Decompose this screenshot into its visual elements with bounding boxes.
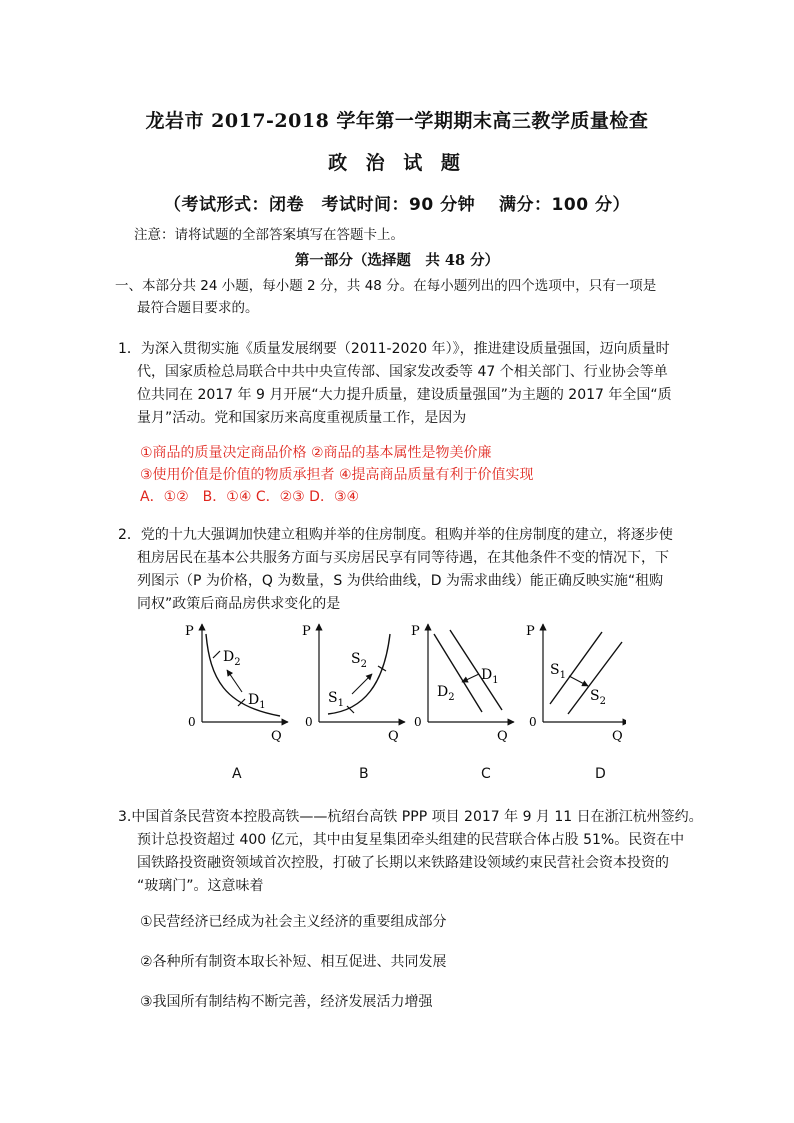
shift-arrow: [569, 676, 588, 686]
origin-label: 0: [529, 715, 537, 729]
exam-notice: 注意：请将试题的全部答案填写在答题卡上。: [134, 227, 404, 243]
q-axis-label: Q: [612, 729, 623, 744]
question-stem-line: 租房居民在基本公共服务方面与买房居民享有同等待遇，在其他条件不变的情况下，下: [137, 550, 669, 566]
curve-label-to: $S_2$: [351, 651, 367, 670]
demand-line-inner: [434, 634, 482, 712]
question-option-line: ③使用价值是价值的物质承担者 ④提高商品质量有利于价值实现: [140, 467, 534, 483]
graph-label-d: D: [595, 766, 606, 782]
graph-b: [302, 624, 405, 744]
question-option: ②各种所有制资本取长补短、相互促进、共同发展: [140, 954, 447, 970]
graph-label-a: A: [232, 766, 242, 782]
graph-c: [411, 624, 514, 744]
origin-label: 0: [188, 715, 196, 729]
curve-label-from: $S_1$: [328, 690, 344, 709]
curve-label-to: $D_2$: [223, 649, 241, 668]
exam-title: 龙岩市 2017-2018 学年第一学期期末高三教学质量检查: [145, 110, 649, 132]
question-stem-line: 同权”政策后商品房供求变化的是: [137, 596, 341, 612]
question-stem-line: 列图示（P 为价格，Q 为数量，S 为供给曲线，D 为需求曲线）能正确反映实施“租购: [137, 573, 664, 589]
p-axis-label: P: [411, 624, 420, 639]
graph-label-b: B: [359, 766, 369, 782]
shift-arrow: [227, 670, 242, 692]
graph-d: [526, 624, 626, 744]
origin-label: 0: [305, 715, 313, 729]
supply-demand-graphs: [176, 618, 626, 748]
exam-info: （考试形式：闭卷 考试时间：90 分钟 满分：100 分）: [164, 195, 630, 215]
curve-label-from: $D_1$: [248, 692, 266, 711]
graph-label-c: C: [481, 766, 491, 782]
curve-label-to: $S_2$: [590, 688, 606, 707]
curve-label-from: $D_1$: [481, 667, 499, 686]
question-stem-line: 3.中国首条民营资本控股高铁——杭绍台高铁 PPP 项目 2017 年 9 月 11 日在浙江杭州签约。: [118, 809, 703, 825]
answer-choices: A．①② B．①④ C．②③ D．③④: [140, 489, 360, 505]
question-stem-line: 2．党的十九大强调加快建立租购并举的住房制度。租购并举的住房制度的建立，将逐步使: [118, 527, 673, 543]
q-axis-label: Q: [497, 729, 508, 744]
shift-arrow: [462, 674, 479, 682]
demand-line-outer: [450, 630, 502, 710]
question-stem-line: “玻璃门”。这意味着: [137, 878, 264, 894]
instruction-line: 一、本部分共 24 小题，每小题 2 分，共 48 分。在每小题列出的四个选项中，只有一项是: [115, 278, 657, 294]
p-axis-label: P: [302, 624, 311, 639]
q-axis-label: Q: [388, 729, 399, 744]
shift-arrow: [352, 674, 372, 694]
q-axis-label: Q: [271, 729, 282, 744]
p-axis-label: P: [185, 624, 194, 639]
curve-label-from: $S_1$: [550, 662, 566, 681]
question-stem-line: 代，国家质检总局联合中共中央宣传部、国家发改委等 47 个相关部门、行业协会等单: [137, 364, 668, 380]
question-option-line: ①商品的质量决定商品价格 ②商品的基本属性是物美价廉: [140, 445, 492, 461]
curve-label-to: $D_2$: [437, 684, 455, 703]
question-stem-line: 国铁路投资融资领域首次控股，打破了长期以来铁路建设领域约束民营社会资本投资的: [137, 855, 669, 871]
origin-label: 0: [414, 715, 422, 729]
p-axis-label: P: [526, 624, 535, 639]
instruction-line: 最符合题目要求的。: [137, 300, 259, 316]
question-option: ③我国所有制结构不断完善，经济发展活力增强: [140, 994, 433, 1010]
question-option: ①民营经济已经成为社会主义经济的重要组成部分: [140, 914, 447, 930]
graph-a: [185, 624, 288, 744]
curve-mark-d2: [213, 651, 220, 658]
part1-title: 第一部分（选择题 共 48 分）: [294, 252, 500, 269]
question-stem-line: 位共同在 2017 年 9 月开展“大力提升质量，建设质量强国”为主题的 2017 年全国“质: [137, 387, 672, 403]
question-stem-line: 量月”活动。党和国家历来高度重视质量工作，是因为: [137, 410, 467, 426]
exam-subject: 政 治 试 题: [328, 152, 466, 174]
question-stem-line: 1．为深入贯彻实施《质量发展纲要（2011-2020 年）》，推进建设质量强国，迈向质量时: [118, 341, 670, 357]
question-stem-line: 预计总投资超过 400 亿元，其中由复星集团牵头组建的民营联合体占股 51%。民资在中: [137, 832, 685, 848]
demand-curve: [206, 634, 280, 716]
